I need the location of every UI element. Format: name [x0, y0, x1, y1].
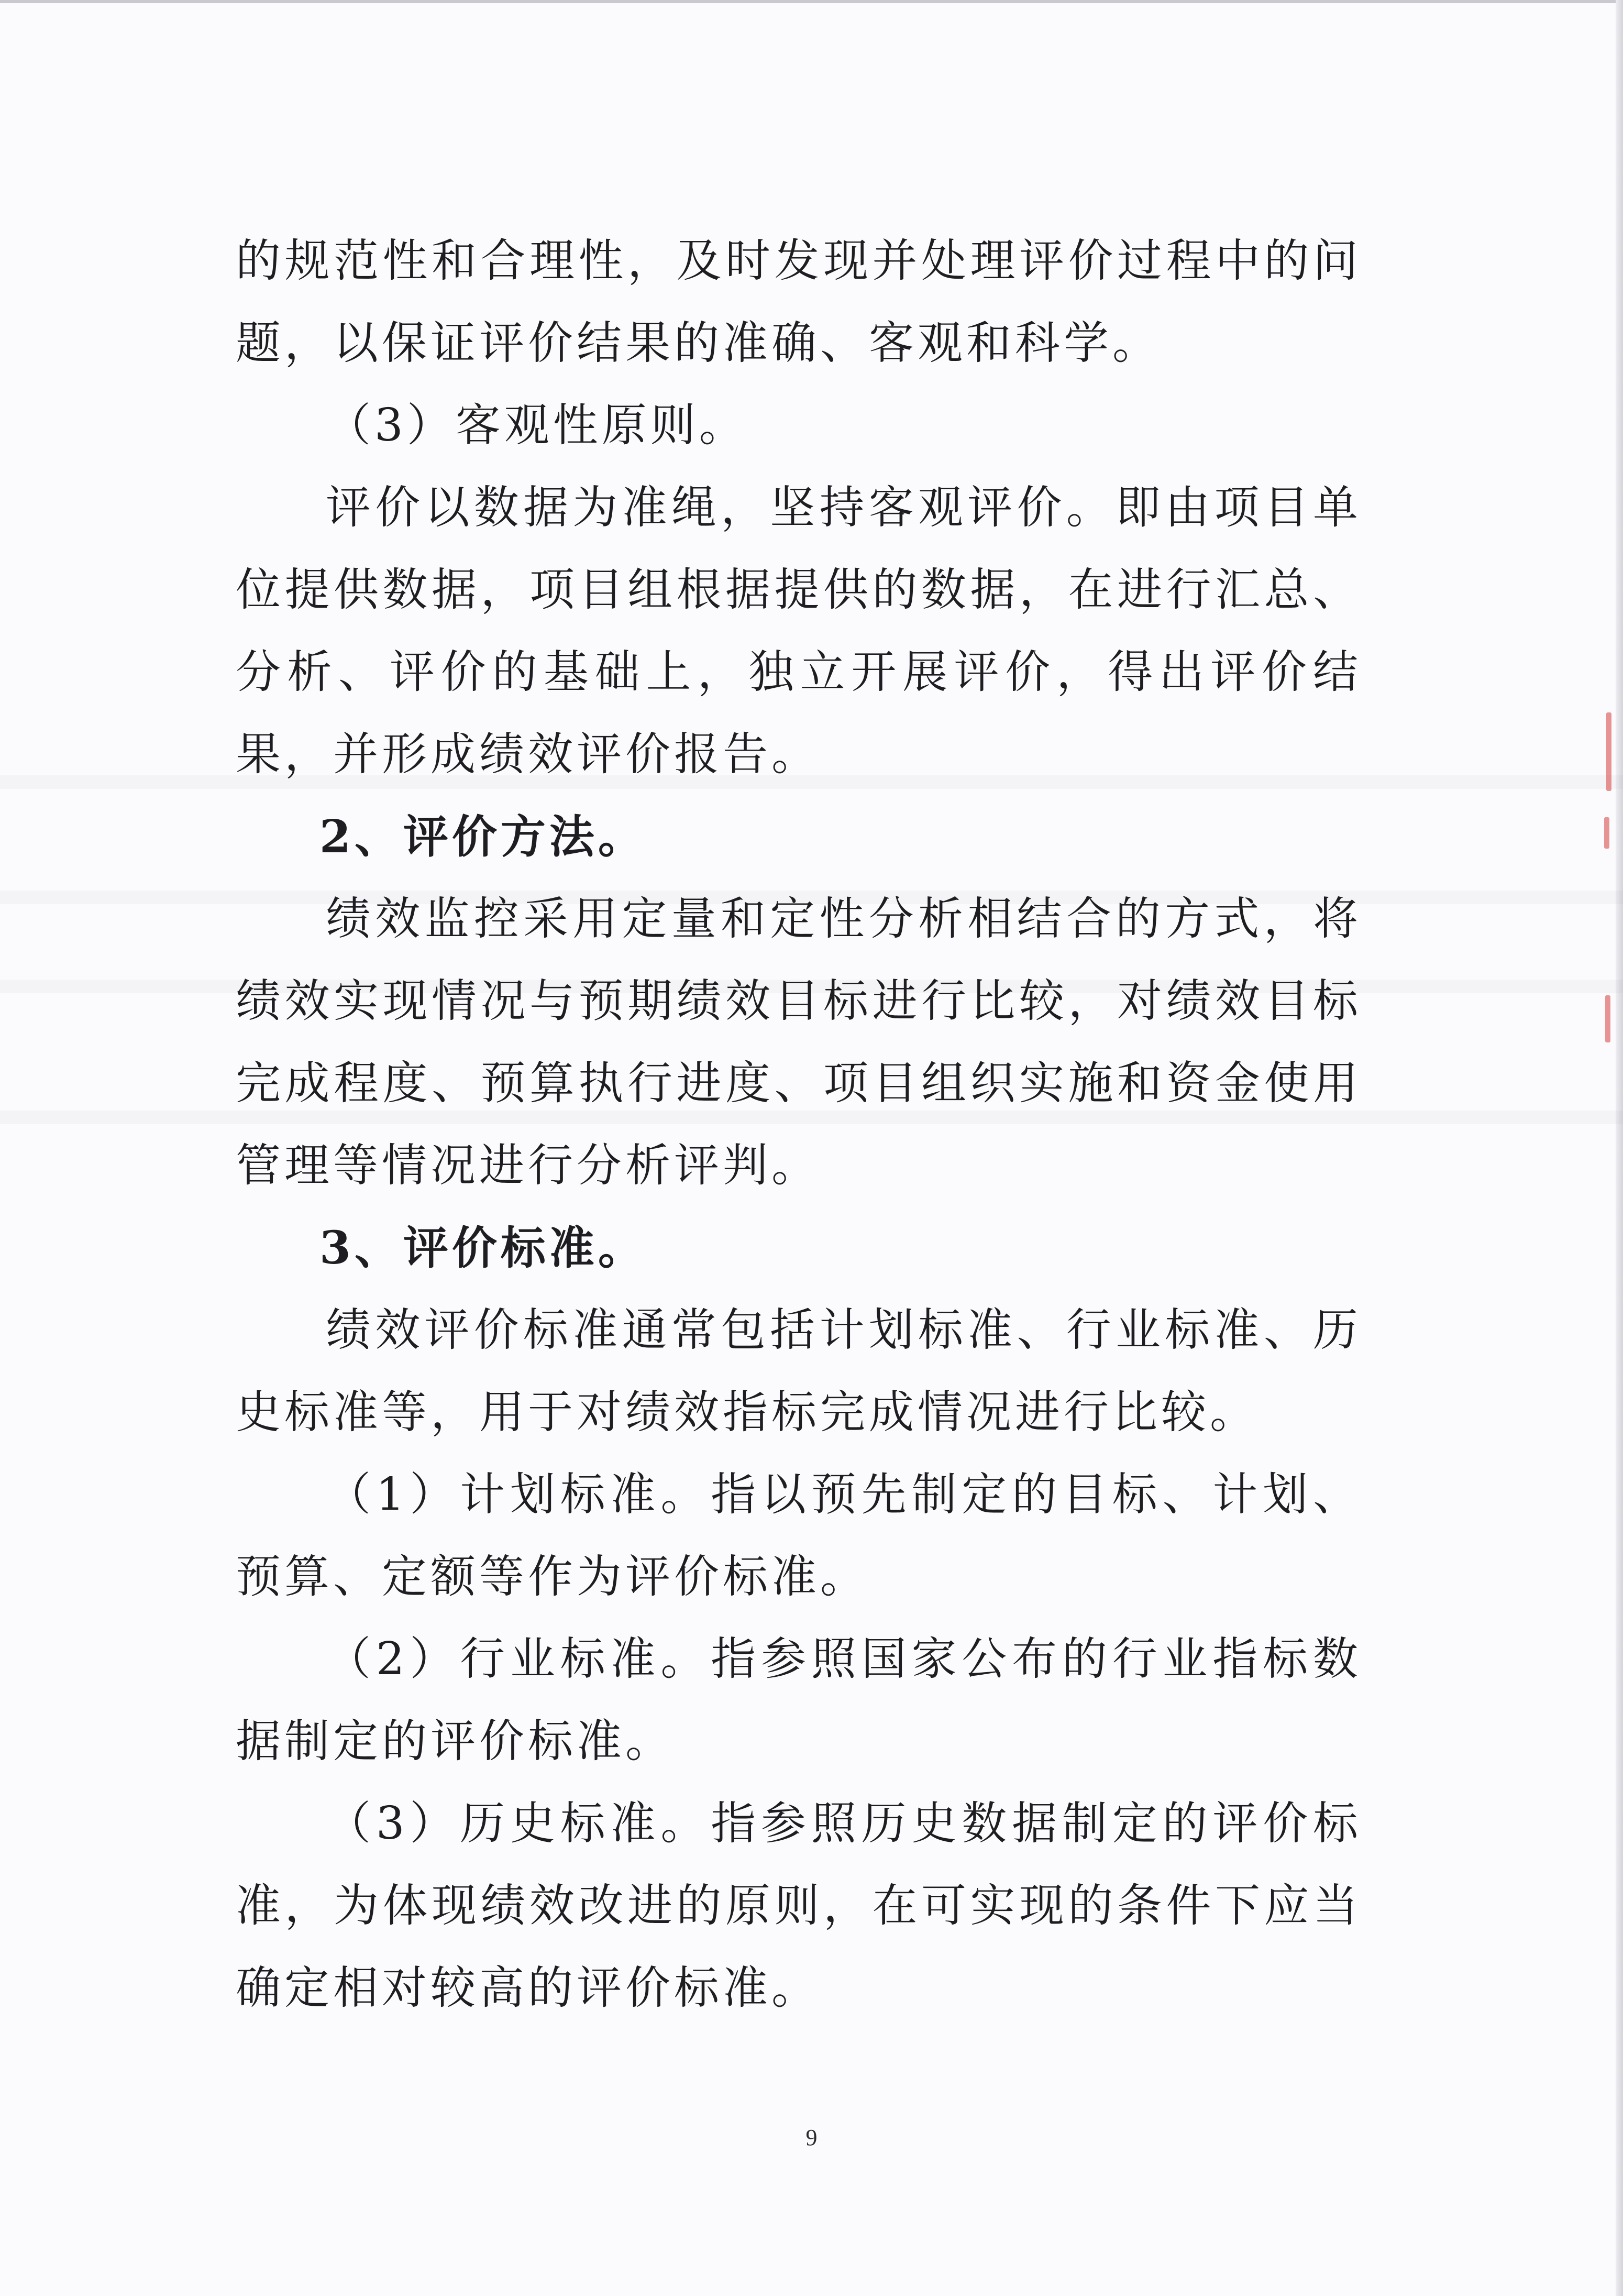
paragraph-principle-3-title: （3）客观性原则。	[326, 399, 748, 452]
page-number: 9	[805, 2125, 818, 2150]
paragraph-standards: 绩效评价标准通常包括计划标准、行业标准、历史标准等，用于对绩效指标完成情况进行比较。	[236, 1304, 1362, 1438]
paragraph-continuation: 的规范性和合理性，及时发现并处理评价过程中的问题，以保证评价结果的准确、客观和科学。	[236, 235, 1362, 369]
paragraph-standard-history: （3）历史标准。指参照历史数据制定的评价标准，为体现绩效改进的原则，在可实现的条件下应当确定相对较高的评价标准。	[236, 1797, 1362, 2014]
seal-edge-mark	[1604, 817, 1609, 849]
paragraph-principle-3-body: 评价以数据为准绳，坚持客观评价。即由项目单位提供数据，项目组根据提供的数据，在进行汇总、分析、评价的基础上，独立开展评价，得出评价结果，并形成绩效评价报告。	[236, 481, 1362, 781]
seal-edge-mark	[1605, 995, 1610, 1042]
section-heading-standards: 3、评价标准。	[319, 1222, 647, 1275]
paragraph-standard-plan: （1）计划标准。指以预先制定的目标、计划、预算、定额等作为评价标准。	[236, 1468, 1362, 1603]
paragraph-methods: 绩效监控采用定量和定性分析相结合的方式，将绩效实现情况与预期绩效目标进行比较，对绩效目标完成程度、预算执行进度、项目组织实施和资金使用管理等情况进行分析评判。	[236, 893, 1362, 1192]
seal-edge-mark	[1606, 712, 1611, 791]
page-right-edge	[1616, 0, 1623, 2296]
paragraph-standard-industry: （2）行业标准。指参照国家公布的行业指标数据制定的评价标准。	[236, 1633, 1362, 1767]
page-top-edge	[0, 0, 1623, 3]
document-body	[236, 220, 1362, 2029]
section-heading-methods: 2、评价方法。	[319, 810, 647, 863]
